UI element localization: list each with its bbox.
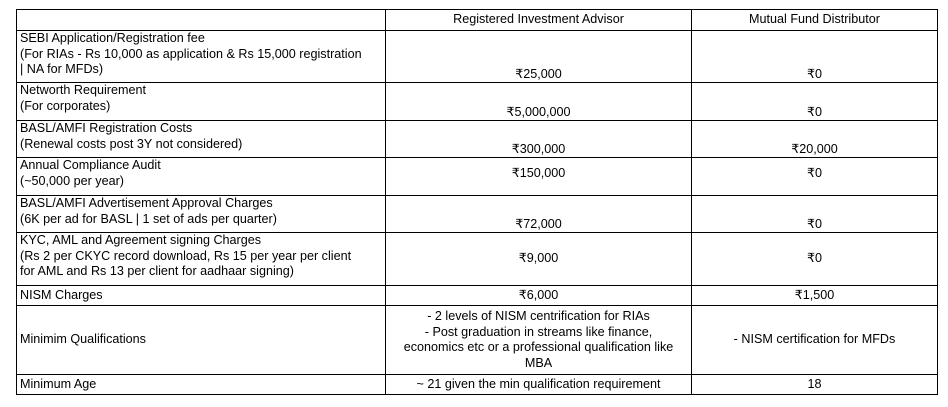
table-row [17, 375, 938, 395]
table-row [17, 306, 938, 375]
label-line: (For corporates) [20, 98, 111, 113]
label-line: (6K per ad for BASL | 1 set of ads per quarter) [20, 211, 277, 226]
ria-value: ₹25,000 [386, 31, 692, 83]
ria-value: ₹300,000 [386, 121, 692, 158]
table-row [17, 121, 938, 158]
table-row [17, 158, 938, 196]
ria-value: ₹5,000,000 [386, 83, 692, 121]
mfd-value: - NISM certification for MFDs [692, 306, 938, 375]
label-line: | NA for MFDs) [20, 62, 104, 76]
ria-value: - 2 levels of NISM centrification for RIAs - Post graduation in streams like finance, economics etc or a professional qualification like MBA [386, 306, 692, 375]
table-row [17, 196, 938, 233]
ria-value: ₹150,000 [386, 158, 692, 196]
table-row [17, 233, 938, 286]
mfd-value: 18 [692, 375, 938, 395]
ria-value: ₹9,000 [386, 233, 692, 286]
mfd-value: ₹0 [692, 83, 938, 121]
label-line: BASL/AMFI Registration Costs [20, 121, 193, 135]
row-label [17, 306, 386, 375]
row-label [17, 83, 386, 121]
label-line: (Rs 2 per CKYC record download, Rs 15 per year per client [20, 248, 352, 263]
label-line: Minimim Qualifications [20, 332, 146, 347]
row-label [17, 158, 386, 196]
label-line: (~50,000 per year) [20, 173, 124, 188]
comparison-table [16, 9, 938, 395]
label-line: BASL/AMFI Advertisement Approval Charges [20, 196, 273, 210]
table-header-row [17, 10, 938, 31]
row-label [17, 286, 386, 306]
mfd-value: ₹0 [692, 233, 938, 286]
mfd-value: ₹0 [692, 158, 938, 196]
label-line: Annual Compliance Audit [20, 158, 161, 172]
mfd-value: ₹0 [692, 31, 938, 83]
mfd-value: ₹20,000 [692, 121, 938, 158]
row-label [17, 375, 386, 395]
mfd-value: ₹1,500 [692, 286, 938, 306]
label-line: Networth Requirement [20, 83, 146, 97]
row-label [17, 233, 386, 286]
label-line: KYC, AML and Agreement signing Charges [20, 233, 262, 247]
label-line: Minimum Age [20, 376, 97, 391]
header-mfd: Mutual Fund Distributor [692, 10, 938, 31]
ria-value: ₹72,000 [386, 196, 692, 233]
row-label [17, 31, 386, 83]
header-ria: Registered Investment Advisor [386, 10, 692, 31]
table-row [17, 31, 938, 83]
label-line: (For RIAs - Rs 10,000 as application & Rs 15,000 registration [20, 46, 362, 61]
label-line: NISM Charges [20, 287, 103, 302]
ria-value: ~ 21 given the min qualification requirement [386, 375, 692, 395]
mfd-value: ₹0 [692, 196, 938, 233]
label-line: for AML and Rs 13 per client for aadhaar signing) [20, 264, 294, 278]
header-criteria [17, 10, 386, 31]
ria-value: ₹6,000 [386, 286, 692, 306]
label-line: (Renewal costs post 3Y not considered) [20, 136, 243, 151]
table-row [17, 286, 938, 306]
row-label [17, 196, 386, 233]
table-row [17, 83, 938, 121]
row-label [17, 121, 386, 158]
label-line: SEBI Application/Registration fee [20, 31, 205, 45]
